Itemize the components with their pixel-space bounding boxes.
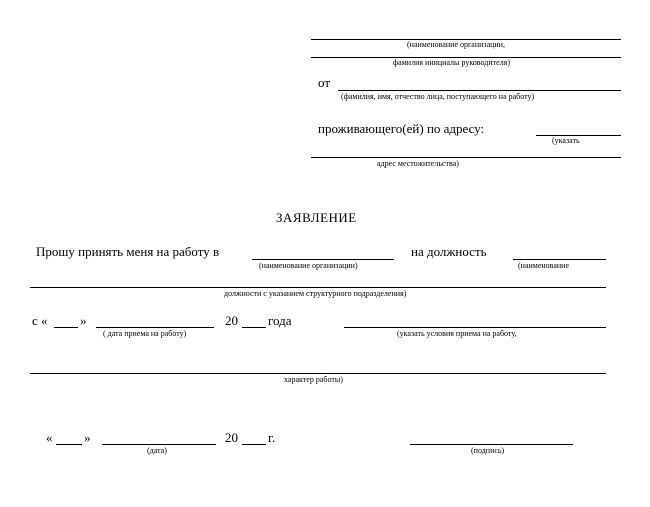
footer-quote-open: « <box>46 430 53 445</box>
address-line-full <box>311 157 621 158</box>
address-caption-a: (указать <box>552 136 580 145</box>
footer-year-suffix: г. <box>268 430 276 445</box>
footer-day-line <box>56 444 82 445</box>
footer-year-line <box>242 444 266 445</box>
year-line <box>242 327 266 328</box>
residing-label: проживающего(ей) по адресу: <box>318 121 485 136</box>
head-caption: фамилия инициалы руководителя) <box>393 58 511 67</box>
year-suffix: года <box>268 313 292 328</box>
signature-caption: (подпись) <box>471 446 505 455</box>
position-caption-a: (наименование <box>518 261 570 270</box>
department-line <box>30 287 606 288</box>
applicant-caption: (фамилия, имя, отчество лица, поступающего на работу) <box>341 92 535 101</box>
body-org-caption: (наименование организации) <box>259 261 358 270</box>
footer-year-prefix: 20 <box>225 430 238 445</box>
position-line <box>513 259 606 260</box>
signature-line <box>410 444 573 445</box>
address-caption-b: адрес местожительства) <box>377 159 459 168</box>
day-line <box>54 327 78 328</box>
footer-date-line <box>102 444 216 445</box>
date-prefix: с « <box>32 313 48 328</box>
conditions-caption: (указать условия приема на работу, <box>397 329 517 338</box>
start-date-caption: ( дата приема на работу) <box>103 329 187 338</box>
date-quote-close: » <box>80 313 87 328</box>
from-label: от <box>318 75 331 90</box>
work-caption: характер работы) <box>284 375 343 384</box>
conditions-line <box>344 327 606 328</box>
applicant-line <box>338 90 621 91</box>
footer-date-caption: (дата) <box>147 446 167 455</box>
request-text: Прошу принять меня на работу в <box>36 244 220 259</box>
position-label: на должность <box>411 244 487 259</box>
start-date-line <box>96 327 214 328</box>
footer-quote-close: » <box>84 430 91 445</box>
work-nature-line <box>30 373 606 374</box>
document-title: ЗАЯВЛЕНИЕ <box>276 210 357 225</box>
org-line <box>252 259 394 260</box>
year-prefix: 20 <box>225 313 238 328</box>
org-caption: (наименование организации, <box>407 40 505 49</box>
position-caption-b: должности с указанием структурного подразделения) <box>224 289 407 298</box>
